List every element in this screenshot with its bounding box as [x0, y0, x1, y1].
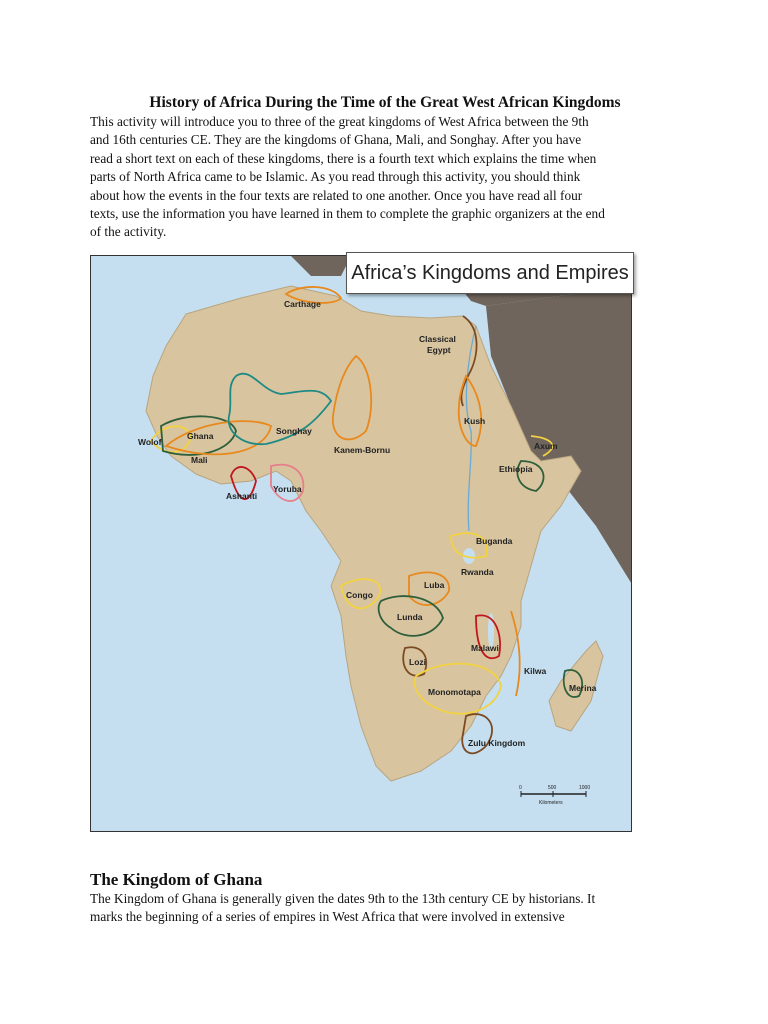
africa-kingdoms-map — [90, 255, 632, 832]
intro-line: about how the events in the four texts are related to one another. Once you have read all four — [90, 187, 583, 203]
label-classical-egypt-2: Egypt — [427, 345, 451, 355]
label-buganda: Buganda — [476, 536, 513, 546]
intro-line: parts of North Africa came to be Islamic. As you read through this activity, you should think — [90, 169, 581, 185]
intro-paragraph — [90, 113, 690, 242]
intro-line: This activity will introduce you to three of the great kingdoms of West Africa between the 9th — [90, 114, 589, 129]
label-kush: Kush — [464, 416, 486, 426]
label-malawi: Malawi — [471, 643, 499, 653]
section-heading: The Kingdom of Ghana — [90, 870, 263, 889]
label-ashanti: Ashanti — [226, 491, 258, 501]
label-ethiopia: Ethiopia — [499, 464, 533, 474]
label-luba: Luba — [424, 580, 445, 590]
label-ghana: Ghana — [187, 431, 214, 441]
label-classical-egypt: Classical — [419, 334, 456, 344]
label-yoruba: Yoruba — [273, 484, 302, 494]
scale-unit: Kilometers — [539, 800, 563, 806]
label-carthage: Carthage — [284, 299, 321, 309]
label-kanem-bornu: Kanem-Bornu — [334, 445, 391, 455]
label-monomotapa: Monomotapa — [428, 687, 481, 697]
label-zulu-kingdom: Zulu Kingdom — [468, 738, 526, 748]
label-merina: Merina — [569, 683, 597, 693]
label-axum: Axum — [534, 441, 558, 451]
label-kilwa: Kilwa — [524, 666, 547, 676]
intro-line: and 16th centuries CE. They are the kingdoms of Ghana, Mali, and Songhay. After you have — [90, 132, 582, 148]
label-songhay: Songhay — [276, 426, 312, 436]
scale-label-max: 1000 — [579, 785, 591, 791]
map-canvas — [91, 256, 632, 832]
intro-line: of the activity. — [90, 224, 167, 240]
scale-label-zero: 0 — [519, 785, 522, 791]
label-congo: Congo — [346, 590, 373, 600]
label-lozi: Lozi — [409, 657, 426, 667]
section-line: The Kingdom of Ghana is generally given the dates 9th to the 13th century CE by historians. It — [90, 891, 596, 906]
label-mali: Mali — [191, 455, 208, 465]
scale-label-mid: 500 — [548, 785, 557, 791]
label-lunda: Lunda — [397, 612, 423, 622]
label-rwanda: Rwanda — [461, 567, 494, 577]
section-line: marks the beginning of a series of empires in West Africa that were involved in extensive — [90, 909, 565, 925]
map-title: Africa’s Kingdoms and Empires — [346, 252, 634, 294]
intro-line: read a short text on each of these kingdoms, there is a fourth text which explains the time when — [90, 150, 597, 166]
intro-line: texts, use the information you have learned in them to complete the graphic organizers at the end — [90, 206, 605, 222]
label-wolof: Wolof — [138, 437, 162, 447]
document-title: History of Africa During the Time of the Great West African Kingdoms — [149, 94, 621, 111]
section-paragraph — [90, 890, 690, 927]
